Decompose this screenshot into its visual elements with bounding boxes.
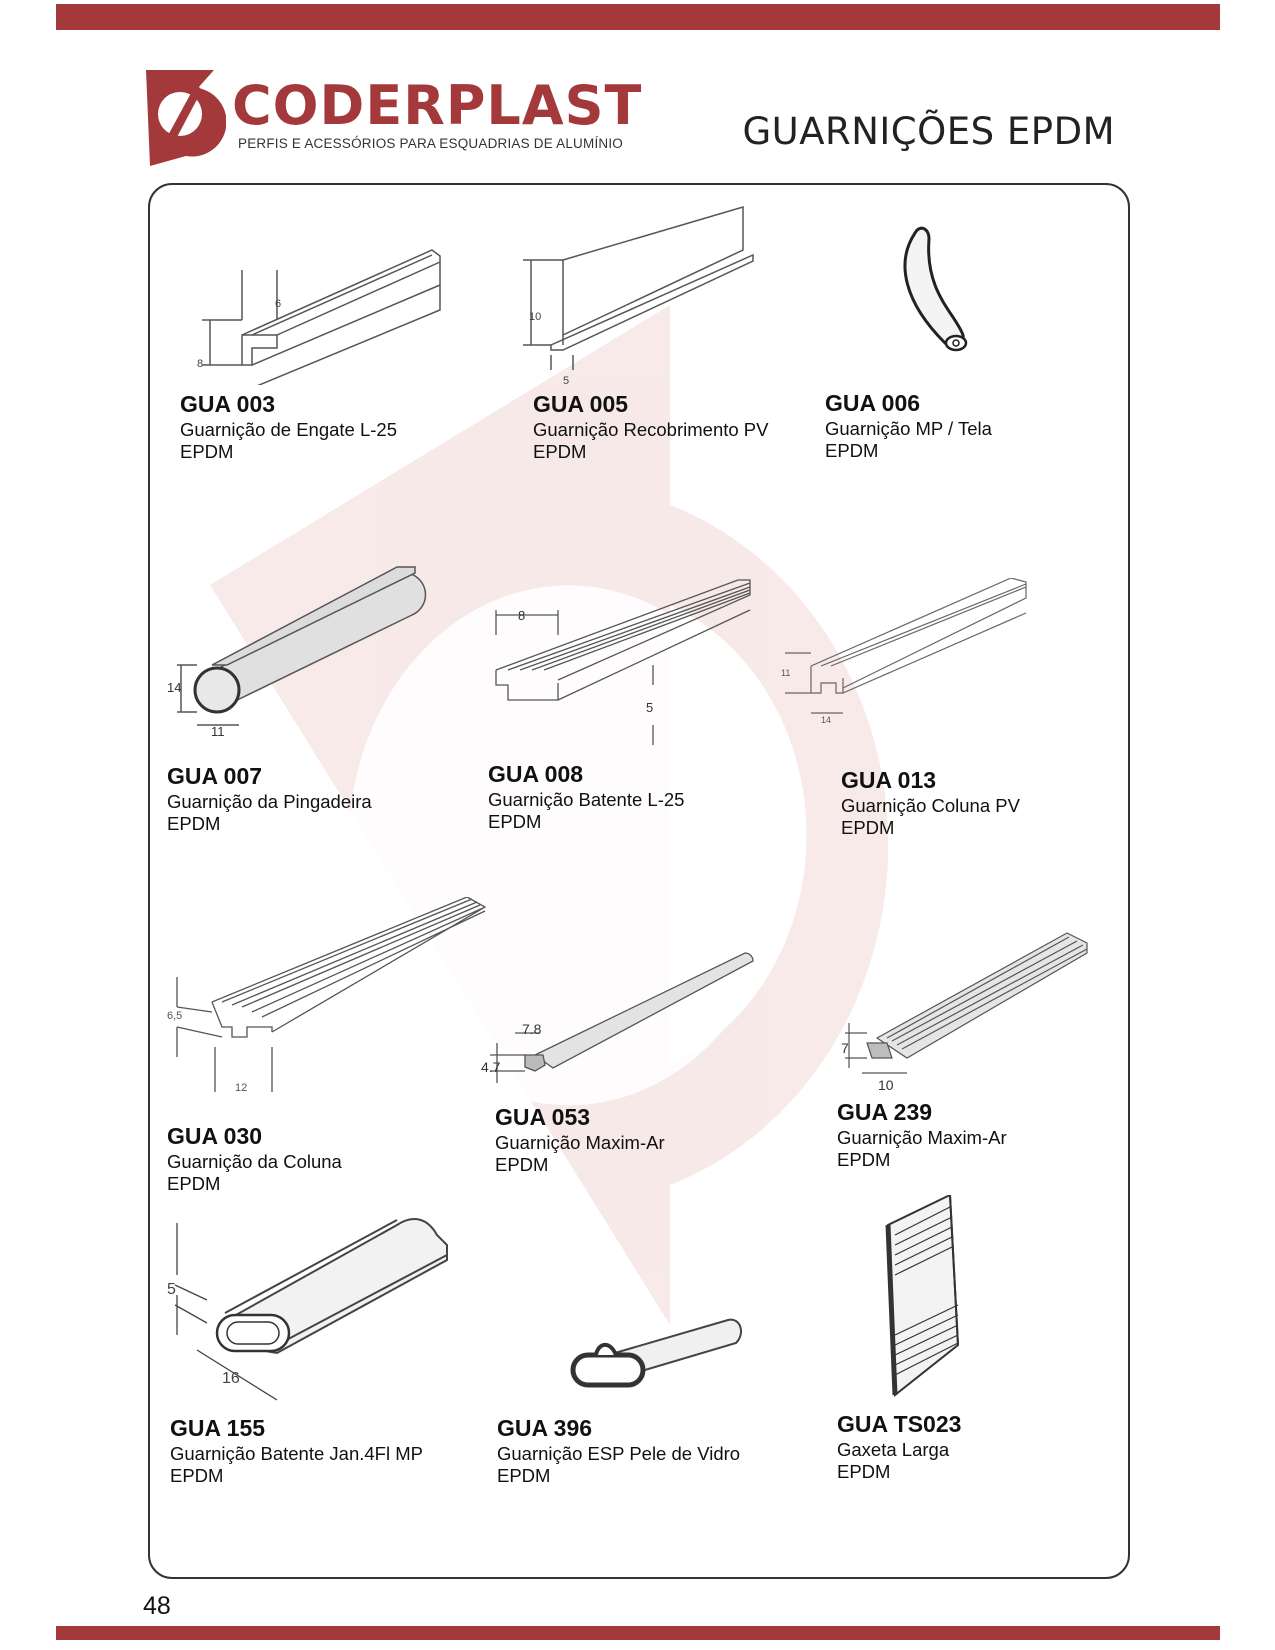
- product-code: GUA 007: [167, 763, 263, 789]
- product-material: EPDM: [167, 1173, 221, 1194]
- ribbed-lip-profile-icon: [837, 923, 1107, 1083]
- ribbed-channel-profile-icon: [781, 578, 1041, 738]
- product-gua-003: [180, 230, 480, 480]
- product-gua-013: [781, 578, 1111, 848]
- bottom-accent-bar: [56, 1626, 1220, 1640]
- product-gua-053: [481, 963, 815, 1193]
- product-code: GUA 155: [170, 1415, 266, 1441]
- product-material: EPDM: [488, 811, 542, 832]
- product-material: EPDM: [825, 440, 879, 461]
- dimension-label: 11: [211, 724, 225, 739]
- l-channel-profile-icon: [192, 240, 452, 385]
- product-gua-ts023: [837, 1195, 1107, 1505]
- brand-logo: [146, 70, 643, 170]
- product-material: EPDM: [495, 1154, 549, 1175]
- page-title: GUARNIÇÕES EPDM: [742, 110, 1115, 153]
- dimension-label: 6,5: [167, 1010, 183, 1022]
- product-code: GUA 396: [497, 1415, 593, 1441]
- dimension-label: 5: [167, 1281, 176, 1298]
- product-code: GUA TS023: [837, 1411, 962, 1437]
- dimension-label: 10: [878, 1077, 894, 1093]
- dimension-label: 10: [529, 311, 542, 323]
- dimension-label: 4.7: [481, 1059, 501, 1075]
- ribbed-strip-profile-icon: [488, 575, 768, 760]
- product-code: GUA 239: [837, 1099, 933, 1125]
- product-code: GUA 006: [825, 390, 921, 416]
- product-code: GUA 013: [841, 767, 937, 793]
- dimension-label: 7: [841, 1040, 849, 1056]
- dimension-label: 14: [821, 715, 832, 725]
- ribbed-wide-profile-icon: [167, 897, 497, 1092]
- t-fin-profile-icon: [523, 205, 763, 380]
- product-material: EPDM: [170, 1465, 224, 1486]
- top-accent-bar: [56, 4, 1220, 30]
- product-material: EPDM: [180, 441, 234, 462]
- dimension-label: 5: [646, 700, 654, 715]
- product-code: GUA 030: [167, 1123, 263, 1149]
- round-bulb-profile-icon: [167, 555, 447, 750]
- product-name: Guarnição MP / Tela: [825, 418, 992, 439]
- product-gua-155: [167, 1205, 497, 1505]
- product-name: Guarnição Batente L-25: [488, 789, 685, 810]
- product-gua-396: [488, 1315, 818, 1515]
- dimension-label: 11: [781, 668, 791, 678]
- product-code: GUA 005: [533, 391, 629, 417]
- product-material: EPDM: [497, 1465, 551, 1486]
- product-name: Guarnição Maxim-Ar: [495, 1132, 665, 1153]
- product-material: EPDM: [837, 1149, 891, 1170]
- product-name: Guarnição Coluna PV: [841, 795, 1020, 816]
- hollow-bulb-profile-icon: [568, 1315, 748, 1405]
- product-name: Guarnição Recobrimento PV: [533, 419, 769, 440]
- hollow-flat-profile-icon: [167, 1205, 477, 1405]
- product-gua-007: [167, 555, 487, 835]
- brand-name: CODERPLAST: [232, 74, 643, 137]
- product-material: EPDM: [841, 817, 895, 838]
- page-number: 48: [143, 1592, 171, 1620]
- product-name: Gaxeta Larga: [837, 1439, 950, 1460]
- product-name: Guarnição ESP Pele de Vidro: [497, 1443, 741, 1464]
- product-code: GUA 053: [495, 1104, 591, 1130]
- product-name: Guarnição da Pingadeira: [167, 791, 372, 812]
- product-gua-005: [529, 205, 853, 485]
- dimension-label: 14: [167, 680, 182, 695]
- wide-gasket-profile-icon: [880, 1195, 980, 1410]
- tube-cord-icon: [885, 223, 985, 373]
- dimension-label: 5: [563, 375, 570, 387]
- catalog-panel: [148, 183, 1130, 1579]
- dimension-label: 6: [275, 298, 282, 310]
- product-code: GUA 003: [180, 391, 276, 417]
- dimension-label: 8: [197, 358, 204, 370]
- product-material: EPDM: [167, 813, 221, 834]
- product-material: EPDM: [533, 441, 587, 462]
- product-gua-030: [167, 897, 507, 1194]
- product-gua-008: [488, 585, 828, 845]
- dimension-label: 12: [235, 1082, 248, 1094]
- brand-tagline: PERFIS E ACESSÓRIOS PARA ESQUADRIAS DE ALUMÍNIO: [238, 136, 624, 151]
- product-code: GUA 008: [488, 761, 584, 787]
- dimension-label: 16: [222, 1370, 240, 1387]
- logo-mark-icon: [146, 70, 226, 166]
- product-name: Guarnição Maxim-Ar: [837, 1127, 1007, 1148]
- dimension-label: 8: [518, 608, 526, 623]
- product-name: Guarnição da Coluna: [167, 1151, 342, 1172]
- product-gua-006: [825, 223, 1085, 483]
- product-name: Guarnição Batente Jan.4Fl MP: [170, 1443, 423, 1464]
- product-gua-239: [837, 958, 1107, 1198]
- product-name: Guarnição de Engate L-25: [180, 419, 398, 440]
- product-material: EPDM: [837, 1461, 891, 1482]
- flat-lip-profile-icon: [485, 943, 775, 1093]
- dimension-label: 7.8: [522, 1021, 542, 1037]
